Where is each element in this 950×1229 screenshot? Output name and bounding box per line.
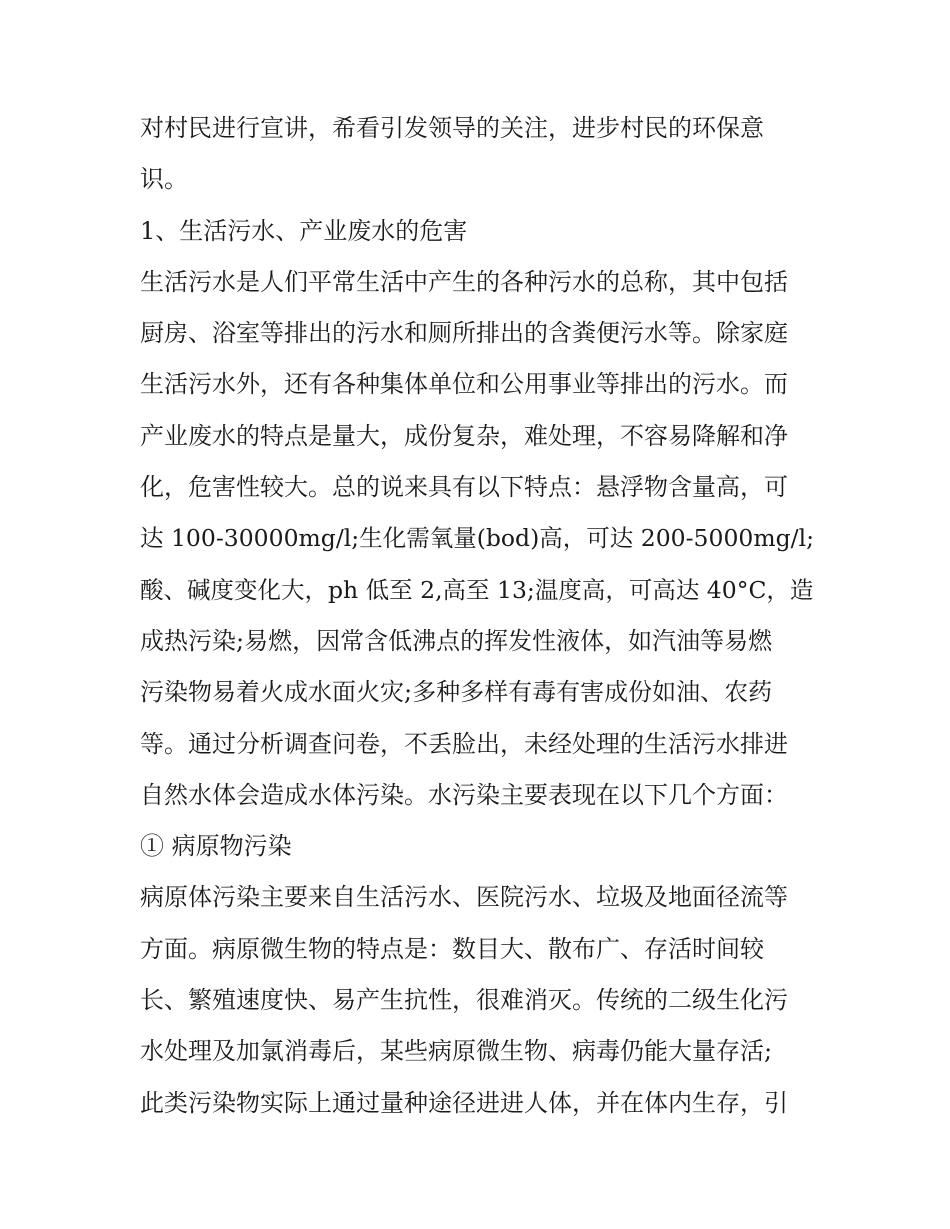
text-line: 化，危害性较大。总的说来具有以下特点：悬浮物含量高，可	[140, 473, 788, 502]
subsection-heading: ① 病原物污染	[140, 832, 292, 861]
text-line: 病原体污染主要来自生活污水、医院污水、垃圾及地面径流等	[140, 883, 788, 912]
text-line: 方面。病原微生物的特点是：数目大、散布广、存活时间较	[140, 934, 764, 963]
text-line: 成热污染;易燃，因常含低沸点的挥发性液体，如汽油等易燃	[140, 626, 773, 655]
text-line: 生活污水外，还有各种集体单位和公用事业等排出的污水。而	[140, 370, 788, 399]
text-line: 等。通过分析调查问卷，不丢脸出，未经处理的生活污水排进	[140, 729, 788, 758]
text-line: 达 100-30000mg/l;生化需氧量(bod)高，可达 200-5000mg/l;	[140, 524, 815, 553]
text-line: 产业废水的特点是量大，成份复杂，难处理，不容易降解和净	[140, 421, 788, 450]
text-line: 厨房、浴室等排出的污水和厕所排出的含粪便污水等。除家庭	[140, 319, 788, 348]
text-line: 此类污染物实际上通过量种途径进进人体，并在体内生存，引	[140, 1088, 788, 1117]
text-line: 对村民进行宣讲，希看引发领导的关注，进步村民的环保意	[140, 114, 764, 142]
text-line: 自然水体会造成水体污染。水污染主要表现在以下几个方面：	[140, 780, 788, 809]
text-line: 酸、碱度变化大，ph 低至 2,高至 13;温度高，可高达 40°C，造	[140, 575, 814, 604]
section-heading: 1、生活污水、产业废水的危害	[140, 216, 468, 245]
text-line: 长、繁殖速度快、易产生抗性，很难消灭。传统的二级生化污	[140, 986, 788, 1015]
text-line: 污染物易着火成水面火灾;多种多样有毒有害成份如油、农药	[140, 678, 773, 707]
text-line: 识。	[140, 165, 188, 194]
text-line: 水处理及加氯消毒后，某些病原微生物、病毒仍能大量存活;	[140, 1037, 773, 1066]
document-body	[140, 103, 820, 1129]
text-line: 生活污水是人们平常生活中产生的各种污水的总称，其中包括	[140, 267, 788, 296]
